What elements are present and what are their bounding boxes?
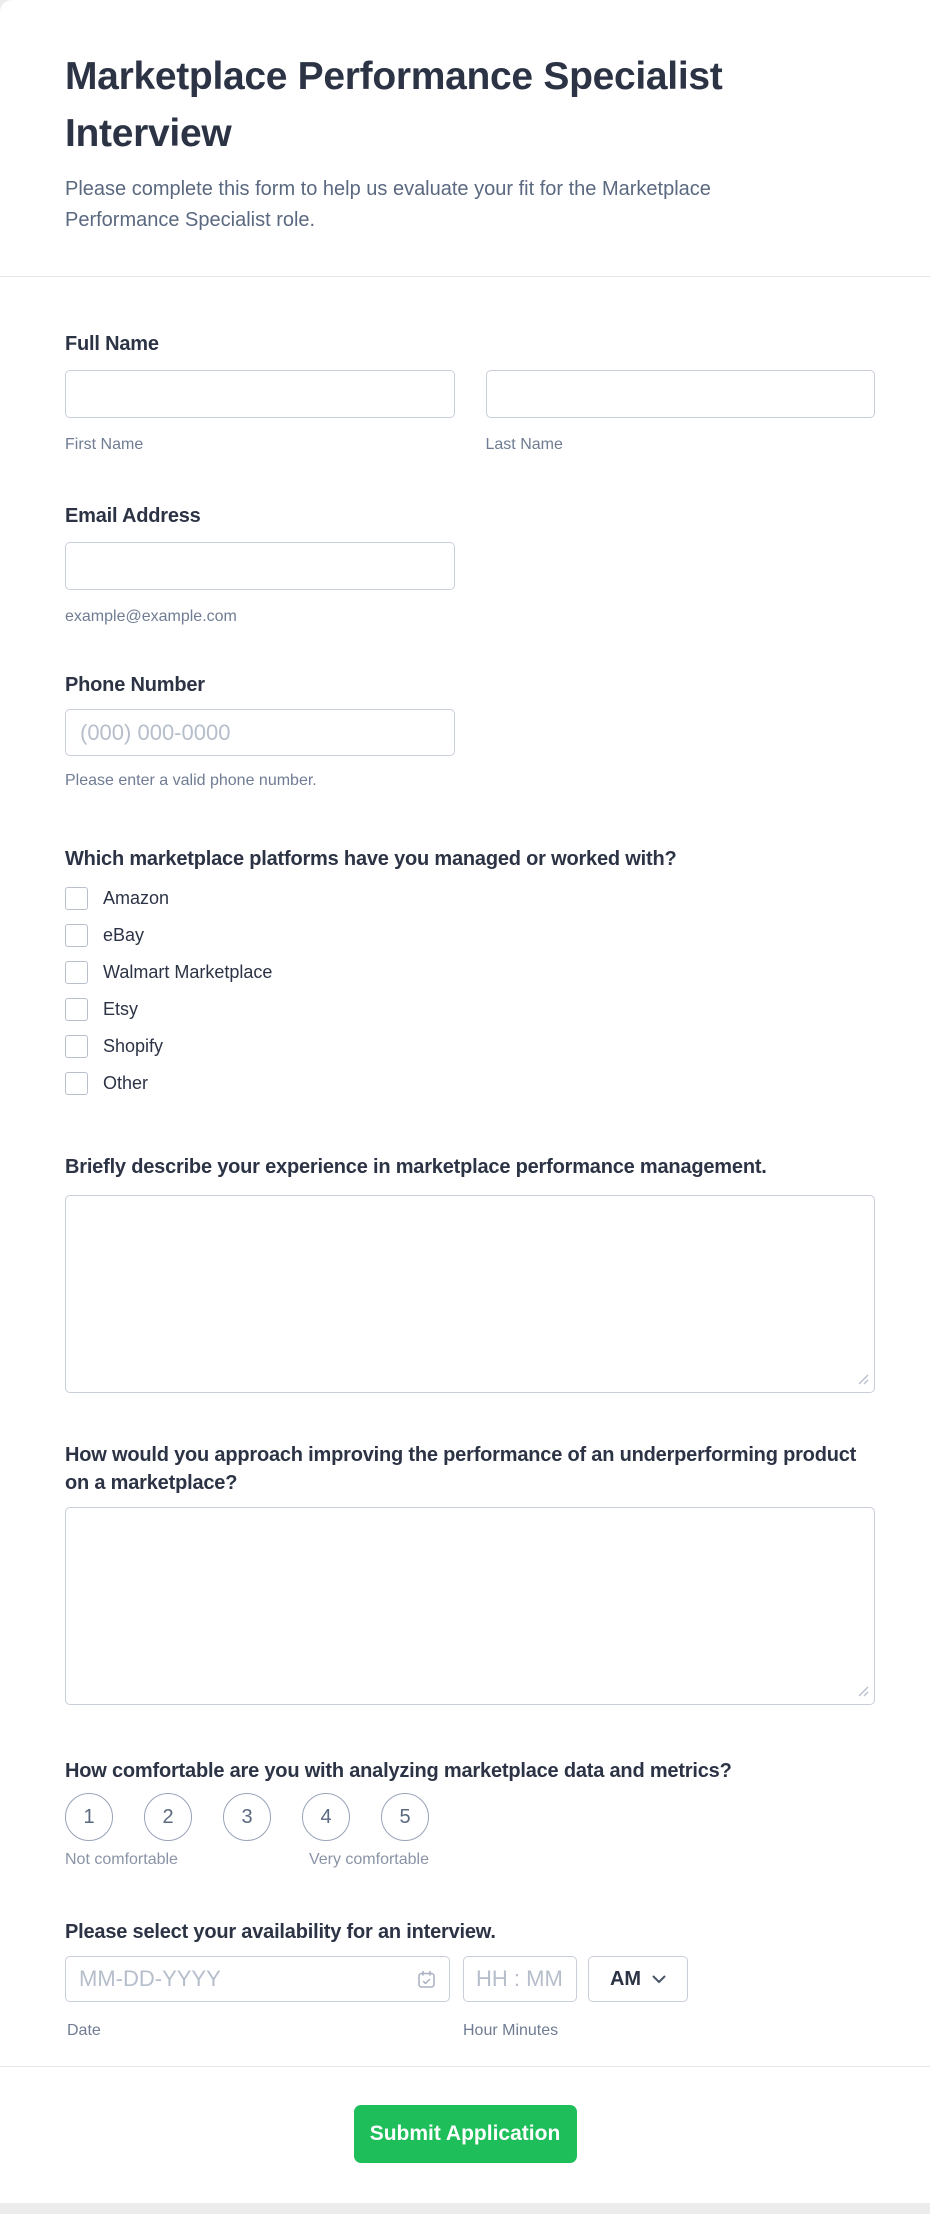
rating-scale-labels	[65, 1851, 429, 1870]
calendar-icon	[417, 1970, 436, 1989]
other-checkbox[interactable]	[65, 1072, 88, 1095]
checkbox-label: Other	[103, 1073, 149, 1093]
form-header	[0, 0, 930, 276]
email-label: Email Address	[65, 505, 201, 527]
first-name-input[interactable]	[65, 370, 455, 418]
checkbox-label: Etsy	[103, 999, 139, 1019]
scale-min-label: Not comfortable	[65, 1851, 178, 1868]
checkbox-option-shopify[interactable]	[65, 1035, 163, 1058]
phone-input[interactable]	[65, 709, 455, 756]
amazon-checkbox[interactable]	[65, 887, 88, 910]
calendar-button[interactable]	[417, 1970, 436, 1989]
checkbox-label: Shopify	[103, 1036, 164, 1056]
checkbox-label: Walmart Marketplace	[103, 962, 273, 982]
datetime-sublabels	[65, 2022, 875, 2041]
last-name-sublabel: Last Name	[485, 436, 563, 453]
checkbox-option-walmart-marketplace[interactable]	[65, 961, 272, 984]
email-section	[65, 502, 875, 626]
rating-circle-1[interactable]: 1	[65, 1793, 113, 1841]
shopify-checkbox[interactable]	[65, 1035, 88, 1058]
email-input[interactable]	[65, 542, 455, 590]
last-name-column	[486, 370, 876, 454]
approach-textarea[interactable]	[65, 1507, 875, 1705]
full-name-label: Full Name	[65, 333, 159, 355]
form-body	[0, 330, 930, 2041]
checkbox-option-other[interactable]	[65, 1072, 148, 1095]
experience-textarea-wrap	[65, 1195, 875, 1393]
datetime-row	[65, 1956, 875, 2002]
phone-hint: Please enter a valid phone number.	[65, 772, 317, 789]
chevron-down-icon	[652, 1975, 666, 1984]
approach-section	[65, 1441, 875, 1705]
experience-textarea[interactable]	[65, 1195, 875, 1393]
platforms-label: Which marketplace platforms have you managed or worked with?	[65, 848, 677, 870]
submit-button[interactable]: Submit Application	[354, 2105, 577, 2163]
header-divider	[0, 276, 930, 277]
form-title: Marketplace Performance Specialist Interview	[65, 55, 723, 155]
form-subtitle: Please complete this form to help us evaluate your fit for the Marketplace Performance Specialist role.	[65, 178, 711, 231]
date-sublabel: Date	[67, 2022, 101, 2039]
checkbox-option-etsy[interactable]	[65, 998, 138, 1021]
rating-circle-5[interactable]: 5	[381, 1793, 429, 1841]
page-corner-artifact	[0, 0, 14, 14]
rating-circle-4[interactable]: 4	[302, 1793, 350, 1841]
ebay-checkbox[interactable]	[65, 924, 88, 947]
checkbox-option-amazon[interactable]	[65, 887, 169, 910]
comfort-section	[65, 1757, 875, 1870]
full-name-grid	[65, 370, 875, 454]
first-name-column	[65, 370, 455, 454]
etsy-checkbox[interactable]	[65, 998, 88, 1021]
full-name-section	[65, 330, 875, 454]
checkbox-option-ebay[interactable]	[65, 924, 144, 947]
phone-section	[65, 671, 875, 790]
last-name-input[interactable]	[486, 370, 876, 418]
comfort-label: How comfortable are you with analyzing marketplace data and metrics?	[65, 1760, 732, 1782]
experience-section	[65, 1153, 875, 1393]
platforms-section	[65, 845, 875, 1095]
date-field	[65, 1956, 450, 2002]
approach-textarea-wrap	[65, 1507, 875, 1705]
checkbox-label: eBay	[103, 925, 145, 945]
walmart-marketplace-checkbox[interactable]	[65, 961, 88, 984]
experience-label: Briefly describe your experience in marketplace performance management.	[65, 1156, 767, 1178]
time-sublabel: Hour Minutes	[463, 2022, 559, 2039]
form-footer	[0, 2067, 930, 2214]
time-input[interactable]	[463, 1956, 577, 2002]
approach-label: How would you approach improving the performance of an underperforming product on a marketplace?	[65, 1444, 857, 1494]
date-input[interactable]	[79, 1966, 417, 1992]
scale-max-label: Very comfortable	[308, 1851, 429, 1868]
email-sublabel: example@example.com	[65, 608, 237, 625]
availability-section	[65, 1918, 875, 2041]
availability-label: Please select your availability for an interview.	[65, 1921, 496, 1943]
platforms-checkbox-list	[65, 887, 875, 1095]
rating-circle-3[interactable]: 3	[223, 1793, 271, 1841]
rating-scale	[65, 1793, 875, 1841]
ampm-value: AM	[609, 1967, 642, 1990]
rating-circle-2[interactable]: 2	[144, 1793, 192, 1841]
ampm-select[interactable]	[588, 1956, 688, 2002]
checkbox-label: Amazon	[103, 888, 170, 908]
phone-label: Phone Number	[65, 674, 205, 696]
first-name-sublabel: First Name	[65, 436, 144, 453]
